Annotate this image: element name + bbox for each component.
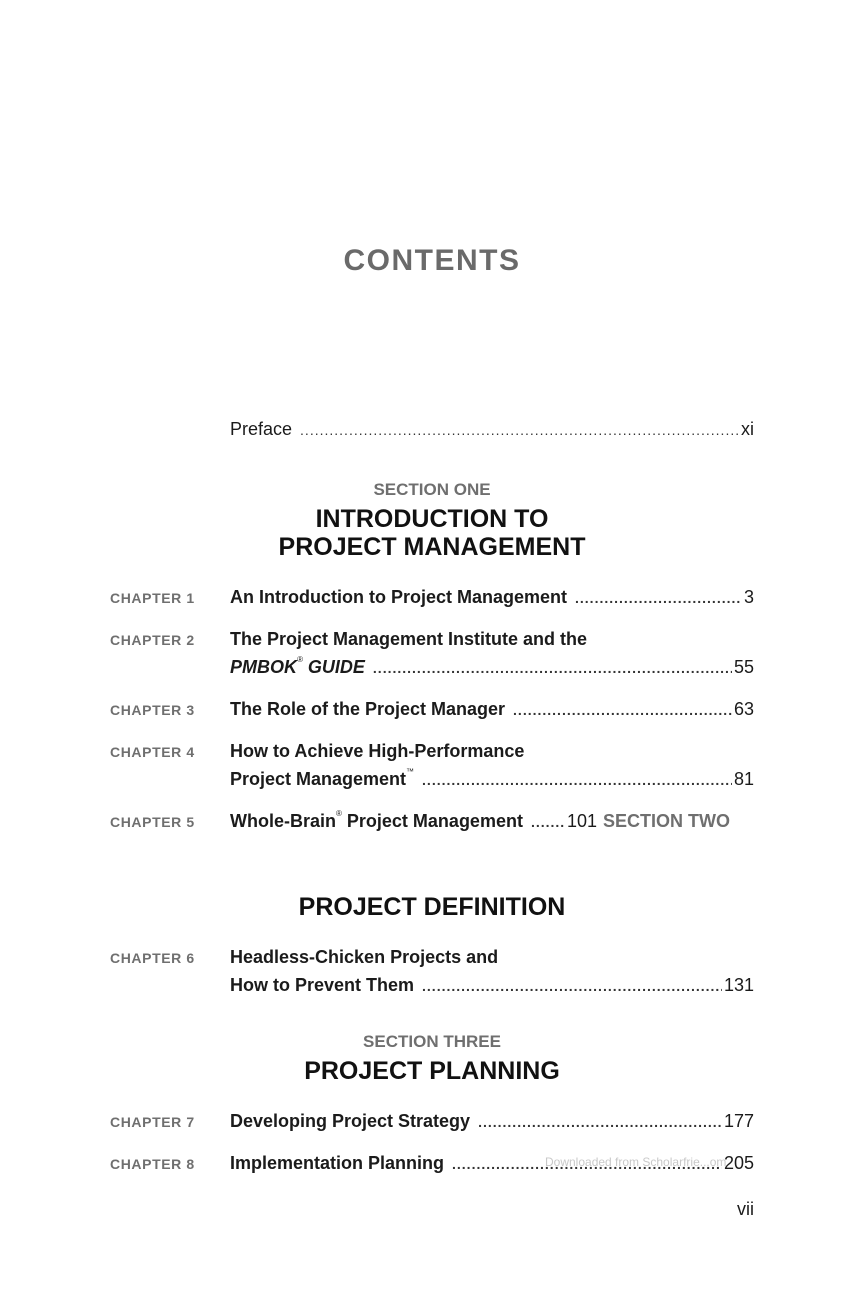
entry-title: Whole-Brain® Project Management: [230, 809, 523, 831]
entry-title: An Introduction to Project Management: [230, 587, 568, 607]
toc-entry-chapter-5[interactable]: [230, 811, 754, 839]
entry-title: Implementation Planning: [230, 1153, 445, 1173]
chapter-number: CHAPTER 1: [110, 590, 195, 606]
chapter-number: CHAPTER 2: [110, 632, 195, 648]
page-number: 205: [723, 1153, 754, 1173]
page-number: 101: [566, 811, 597, 831]
entry-title: Preface: [230, 419, 293, 439]
chapter-number: CHAPTER 5: [110, 814, 195, 830]
dot-leader: [531, 814, 565, 830]
dot-leader: [422, 772, 732, 788]
dot-leader: [575, 590, 742, 606]
dot-leader: [422, 978, 722, 994]
chapter-number: CHAPTER 8: [110, 1156, 195, 1172]
toc-entry-chapter-3[interactable]: [230, 699, 754, 727]
toc-entry-chapter-7[interactable]: [230, 1111, 754, 1139]
page-number: 3: [743, 587, 754, 607]
toc-entry-chapter-4[interactable]: [230, 769, 754, 797]
entry-title-line1[interactable]: The Project Management Institute and the: [230, 629, 588, 649]
chapter-number: CHAPTER 6: [110, 950, 195, 966]
page-title: CONTENTS: [343, 244, 521, 277]
dot-leader: [373, 660, 732, 676]
toc-entry-chapter-2[interactable]: [230, 657, 754, 685]
entry-title: Developing Project Strategy: [230, 1111, 471, 1131]
toc-entry-preface[interactable]: [230, 419, 754, 447]
chapter-number: CHAPTER 3: [110, 702, 195, 718]
folio-page-number: vii: [737, 1199, 754, 1219]
dot-leader: [300, 422, 739, 438]
watermark: Downloaded from Scholarfrie...om: [545, 1155, 727, 1169]
section-one-title-line2: PROJECT MANAGEMENT: [278, 533, 586, 561]
entry-title-line2: PMBOK® GUIDE: [230, 655, 365, 677]
dot-leader: [513, 702, 732, 718]
section-two-label: SECTION TWO: [603, 811, 730, 831]
section-three-title: PROJECT PLANNING: [304, 1057, 560, 1085]
toc-entry-chapter-1[interactable]: [230, 587, 754, 615]
page-number: 81: [733, 769, 754, 789]
page-number: xi: [741, 419, 754, 439]
page-number: 177: [723, 1111, 754, 1131]
section-two-title: PROJECT DEFINITION: [298, 893, 566, 921]
entry-title-line2: How to Prevent Them: [230, 975, 415, 995]
entry-title-line1[interactable]: How to Achieve High-Performance: [230, 741, 525, 761]
toc-entry-chapter-6[interactable]: [230, 975, 754, 1003]
dot-leader: [478, 1114, 722, 1130]
section-one-label: SECTION ONE: [373, 480, 491, 499]
chapter-number: CHAPTER 7: [110, 1114, 195, 1130]
chapter-number: CHAPTER 4: [110, 744, 195, 760]
entry-title-line1[interactable]: Headless-Chicken Projects and: [230, 947, 499, 967]
page-number: 63: [733, 699, 754, 719]
page-number: 55: [733, 657, 754, 677]
entry-title: The Role of the Project Manager: [230, 699, 506, 719]
section-one-title-line1: INTRODUCTION TO: [315, 505, 549, 533]
page-number: 131: [723, 975, 754, 995]
entry-title-line2: Project Management™: [230, 767, 415, 789]
section-three-label: SECTION THREE: [363, 1032, 501, 1051]
